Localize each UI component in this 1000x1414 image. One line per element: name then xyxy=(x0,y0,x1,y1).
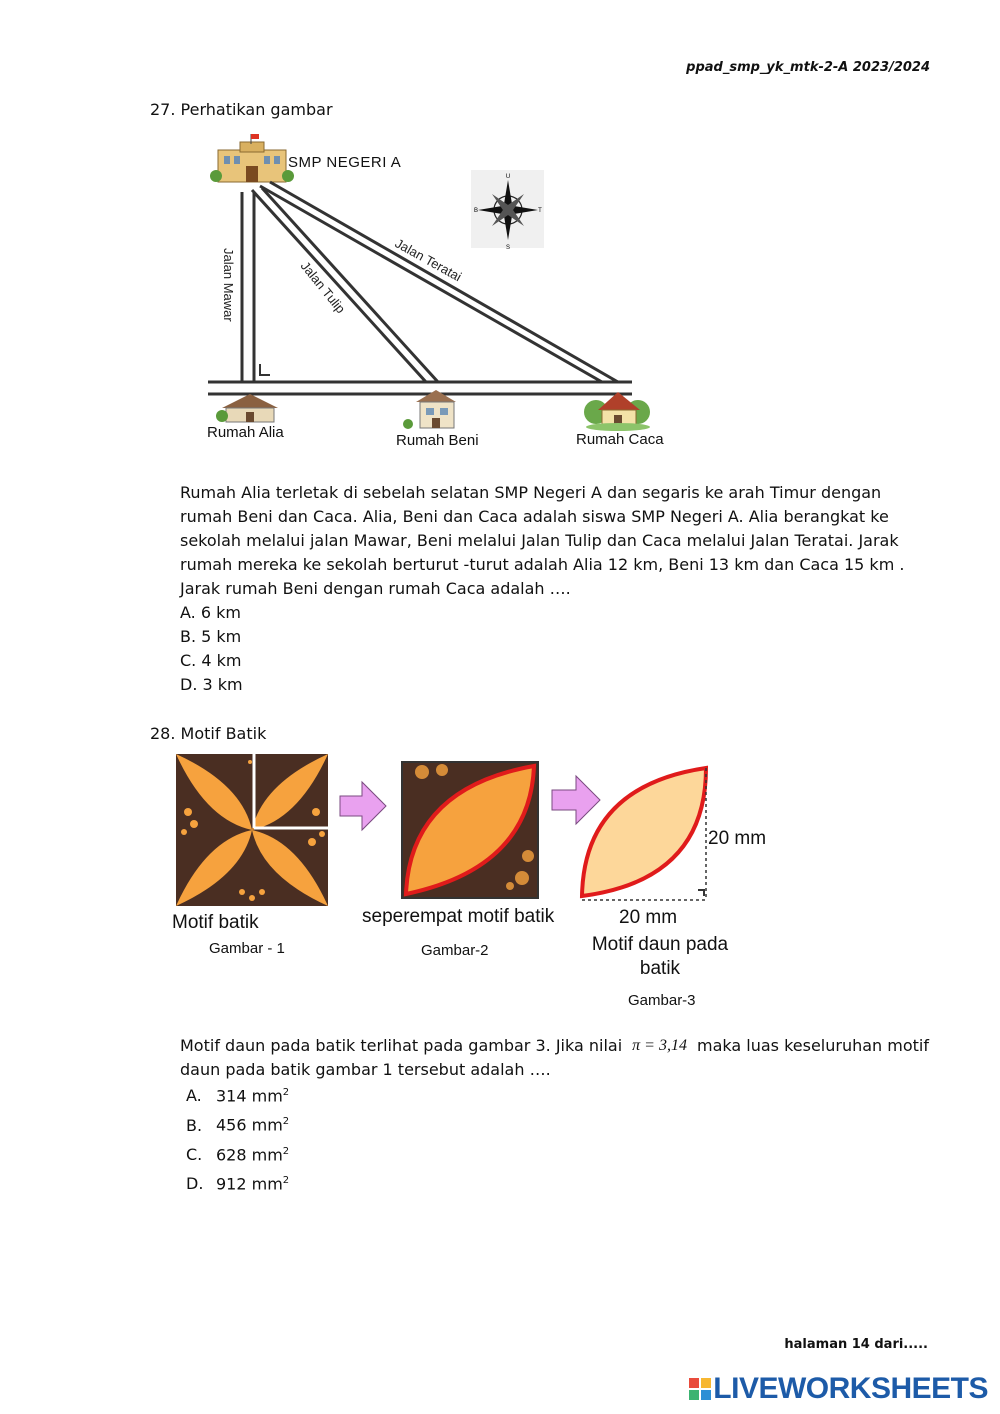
dimension-horizontal-label: 20 mm xyxy=(619,907,678,928)
house-alia-label: Rumah Alia xyxy=(207,424,284,441)
option-exponent: 2 xyxy=(282,1116,290,1128)
question-27-text xyxy=(180,481,929,601)
pi-expression: π = 3,14 xyxy=(632,1037,687,1054)
question-28-text xyxy=(180,1034,929,1082)
road-tulip-left xyxy=(252,190,426,382)
compass-east: T xyxy=(538,208,542,214)
option-letter: D. xyxy=(186,1174,204,1194)
document-code: ppad_smp_yk_mtk-2-A 2023/2024 xyxy=(686,60,930,75)
text-line: sekolah melalui jalan Mawar, Beni melalui Jalan Tulip dan Caca melalui Jalan Teratai. Jarak xyxy=(180,531,899,550)
option-letter: B. xyxy=(186,1115,203,1135)
batik-quarter-motif xyxy=(402,762,538,898)
option-c[interactable] xyxy=(186,1139,289,1168)
text-line: rumah Beni dan Caca. Alia, Beni dan Caca adalah siswa SMP Negeri A. Alia berangkat ke xyxy=(180,507,889,526)
caption-line: Motif daun pada xyxy=(591,934,729,955)
leaf-motif xyxy=(582,768,706,900)
text-line: Rumah Alia terletak di sebelah selatan SMP Negeri A dan segaris ke arah Timur dengan xyxy=(180,483,882,502)
question-28-title: 28. Motif Batik xyxy=(150,724,267,743)
house-caca-icon xyxy=(584,392,650,431)
batik-figure xyxy=(172,750,792,930)
arrow-icon xyxy=(340,782,386,830)
caption-gambar-2: Gambar-2 xyxy=(421,942,489,959)
school-icon xyxy=(210,134,294,182)
option-value: 456 mm xyxy=(216,1115,283,1135)
text-line: Jarak rumah Beni dengan rumah Caca adalah …. xyxy=(180,579,571,598)
option-letter: C. xyxy=(186,1144,203,1164)
text-segment: Motif daun pada batik terlihat pada gambar 3. Jika nilai xyxy=(180,1036,623,1055)
compass-south: S xyxy=(505,245,511,251)
caption-gambar-3: Gambar-3 xyxy=(628,992,696,1009)
map-figure xyxy=(200,132,700,462)
road-mawar-label: Jalan Mawar xyxy=(221,248,236,322)
option-exponent: 2 xyxy=(282,1145,290,1157)
option-d[interactable] xyxy=(186,1168,289,1197)
option-exponent: 2 xyxy=(282,1174,290,1186)
text-line xyxy=(180,1034,929,1058)
compass-icon xyxy=(471,170,544,251)
brand-name: LIVEWORKSHEETS xyxy=(713,1372,988,1405)
house-alia-icon xyxy=(216,394,278,422)
option-value: 314 mm xyxy=(216,1086,283,1106)
road-teratai-label: Jalan Teratai xyxy=(392,235,465,285)
question-28-options xyxy=(186,1080,289,1197)
arrow-icon xyxy=(552,776,600,824)
caption-line: batik xyxy=(639,958,681,979)
question-27-options xyxy=(180,601,243,697)
option-a[interactable]: A. 6 km xyxy=(180,603,241,622)
option-exponent: 2 xyxy=(282,1087,290,1098)
caption-gambar-2-title: seperempat motif batik xyxy=(362,906,555,927)
liveworksheets-logo-icon xyxy=(689,1378,711,1400)
option-c[interactable]: C. 4 km xyxy=(180,651,242,670)
school-label: SMP NEGERI A xyxy=(288,154,402,171)
liveworksheets-logo[interactable] xyxy=(689,1372,988,1406)
option-a[interactable] xyxy=(186,1080,289,1109)
batik-full-motif xyxy=(176,754,328,906)
compass-west: B xyxy=(473,208,479,214)
question-27-title: 27. Perhatikan gambar xyxy=(150,100,333,119)
text-segment: maka luas keseluruhan motif xyxy=(696,1036,929,1055)
house-beni-icon xyxy=(403,390,456,429)
option-value: 912 mm xyxy=(216,1174,283,1194)
house-caca-label: Rumah Caca xyxy=(576,431,664,448)
caption-gambar-1-title: Motif batik xyxy=(172,912,259,933)
caption-gambar-3-title xyxy=(580,933,740,981)
option-b[interactable] xyxy=(186,1109,289,1138)
road-tulip-label: Jalan Tulip xyxy=(297,258,349,317)
option-value: 628 mm xyxy=(216,1144,283,1164)
dimension-vertical-label: 20 mm xyxy=(708,828,767,849)
text-line: daun pada batik gambar 1 tersebut adalah …. xyxy=(180,1060,551,1079)
option-letter: A. xyxy=(186,1086,202,1106)
option-d[interactable]: D. 3 km xyxy=(180,675,243,694)
caption-gambar-1: Gambar - 1 xyxy=(209,940,285,957)
page-number: halaman 14 dari..... xyxy=(784,1337,928,1352)
right-angle-mark xyxy=(260,364,270,375)
road-tulip-right xyxy=(262,188,438,382)
option-b[interactable]: B. 5 km xyxy=(180,627,242,646)
compass-north: U xyxy=(505,174,511,180)
text-line: rumah mereka ke sekolah berturut -turut adalah Alia 12 km, Beni 13 km dan Caca 15 km . xyxy=(180,555,905,574)
house-beni-label: Rumah Beni xyxy=(396,432,479,449)
